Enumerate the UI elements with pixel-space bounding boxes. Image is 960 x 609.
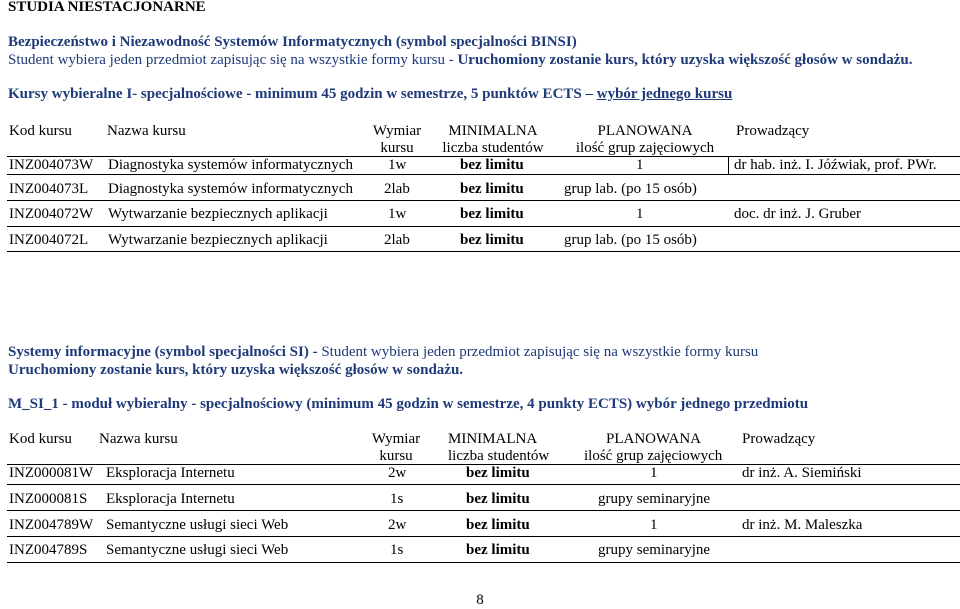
table-row-2-nazwa: Diagnostyka systemów informatycznych	[108, 181, 353, 197]
table-row-4-kod: INZ004072L	[9, 232, 89, 248]
table-row-3-min: bez limitu	[460, 206, 524, 222]
table-row-3-nazwa: Semantyczne usługi sieci Web	[106, 517, 289, 533]
table-row-1-kod: INZ004073W	[9, 157, 94, 173]
table-row-3-wymiar: 1w	[388, 206, 407, 222]
col-header-min-2: liczba studentów	[448, 448, 550, 464]
binsi-subtitle	[8, 85, 732, 103]
table-rule	[7, 200, 960, 201]
si-title	[8, 343, 758, 361]
table-row-3-wymiar: 2w	[388, 517, 407, 533]
binsi-intro	[8, 51, 913, 69]
col-header-min: MINIMALNA	[448, 431, 538, 447]
table-row-4-wymiar: 2lab	[384, 232, 410, 248]
table-row-2-wymiar: 2lab	[384, 181, 410, 197]
table-row-1-prow: dr inż. A. Siemiński	[742, 465, 862, 481]
col-header-nazwa: Nazwa kursu	[99, 431, 178, 447]
table-row-3-prow: dr inż. M. Maleszka	[742, 517, 863, 533]
col-header-wymiar: Wymiar	[372, 123, 422, 139]
table-row-2-min: bez limitu	[460, 181, 524, 197]
col-header-plan-2: ilość grup zajęciowych	[584, 448, 723, 464]
col-header-min-2: liczba studentów	[442, 140, 544, 156]
table-row-4-nazwa: Semantyczne usługi sieci Web	[106, 542, 289, 558]
binsi-subtitle-lead: Kursy wybieralne I- specjalnościowe - minimum 45 godzin w semestrze, 5 punktów ECTS –	[8, 86, 597, 102]
table-rule	[7, 536, 960, 537]
table-row-4-nazwa: Wytwarzanie bezpiecznych aplikacji	[108, 232, 328, 248]
col-header-wymiar-2: kursu	[380, 140, 414, 156]
table-rule	[7, 226, 960, 227]
table-row-1-kod: INZ000081W	[9, 465, 94, 481]
table-row-3-plan: 1	[650, 517, 658, 533]
col-header-wymiar-2: kursu	[379, 448, 413, 464]
table-row-4-wymiar: 1s	[390, 542, 404, 558]
table-row-3-kod: INZ004789W	[9, 517, 94, 533]
col-header-plan: PLANOWANA	[606, 431, 701, 447]
table-row-2-kod: INZ000081S	[9, 491, 88, 507]
col-header-nazwa: Nazwa kursu	[107, 123, 186, 139]
page-number: 8	[476, 592, 484, 608]
table-row-4-kod: INZ004789S	[9, 542, 88, 558]
table-row-1-nazwa: Eksploracja Internetu	[106, 465, 235, 481]
si-title-plain: Student wybiera jeden przedmiot zapisując się na wszystkie formy kursu	[321, 344, 759, 360]
page-heading: STUDIA NIESTACJONARNE	[8, 0, 206, 15]
table-row-1-plan: 1	[650, 465, 658, 481]
table-row-2-nazwa: Eksploracja Internetu	[106, 491, 235, 507]
col-header-min: MINIMALNA	[448, 123, 538, 139]
binsi-subtitle-tail: wybór jednego kursu	[596, 86, 733, 102]
table-row-3-nazwa: Wytwarzanie bezpiecznych aplikacji	[108, 206, 328, 222]
table-rule	[7, 562, 960, 563]
binsi-intro-plain: Student wybiera jeden przedmiot zapisując się na wszystkie formy kursu -	[8, 52, 458, 68]
col-header-prow: Prowadzący	[736, 123, 810, 139]
binsi-intro-bold: Uruchomiony zostanie kurs, który uzyska większość głosów w sondażu.	[457, 52, 913, 68]
table-row-1-min: bez limitu	[466, 465, 530, 481]
si-module: M_SI_1 - moduł wybieralny - specjalnościowy (minimum 45 godzin w semestrze, 4 punkty ECTS) wybór jednego przedmiotu	[8, 396, 809, 412]
table-row-4-min: bez limitu	[460, 232, 524, 248]
table-row-2-wymiar: 1s	[390, 491, 404, 507]
table-row-1-prow: dr hab. inż. I. Jóźwiak, prof. PWr.	[734, 157, 937, 173]
col-header-kod: Kod kursu	[9, 431, 72, 447]
table-row-1-wymiar: 1w	[388, 157, 407, 173]
binsi-title: Bezpieczeństwo i Niezawodność Systemów Informatycznych (symbol specjalności BINSI)	[8, 34, 577, 50]
table-rule	[7, 251, 960, 252]
si-title-bold: Systemy informacyjne (symbol specjalności SI) -	[8, 344, 322, 360]
table-row-4-plan: grupy seminaryjne	[598, 542, 711, 558]
table-row-2-plan: grupy seminaryjne	[598, 491, 711, 507]
table-rule	[7, 510, 960, 511]
table-row-2-kod: INZ004073L	[9, 181, 89, 197]
table-rule	[7, 174, 960, 175]
table-rule	[7, 484, 960, 485]
table-row-4-plan: grup lab. (po 15 osób)	[564, 232, 697, 248]
table-row-3-plan: 1	[636, 206, 644, 222]
table-row-2-min: bez limitu	[466, 491, 530, 507]
col-header-plan-2: ilość grup zajęciowych	[575, 140, 715, 156]
table-row-3-kod: INZ004072W	[9, 206, 94, 222]
table-row-3-min: bez limitu	[466, 517, 530, 533]
table-row-1-wymiar: 2w	[388, 465, 407, 481]
table-row-4-min: bez limitu	[466, 542, 530, 558]
si-notice: Uruchomiony zostanie kurs, który uzyska większość głosów w sondażu.	[8, 362, 464, 378]
column-divider	[728, 156, 729, 174]
table-row-1-min: bez limitu	[460, 157, 524, 173]
col-header-kod: Kod kursu	[9, 123, 72, 139]
col-header-prow: Prowadzący	[742, 431, 816, 447]
col-header-wymiar: Wymiar	[371, 431, 421, 447]
table-row-1-nazwa: Diagnostyka systemów informatycznych	[108, 157, 353, 173]
table-row-3-prow: doc. dr inż. J. Gruber	[734, 206, 862, 222]
table-row-2-plan: grup lab. (po 15 osób)	[564, 181, 697, 197]
table-row-1-plan: 1	[636, 157, 644, 173]
col-header-plan: PLANOWANA	[597, 123, 693, 139]
